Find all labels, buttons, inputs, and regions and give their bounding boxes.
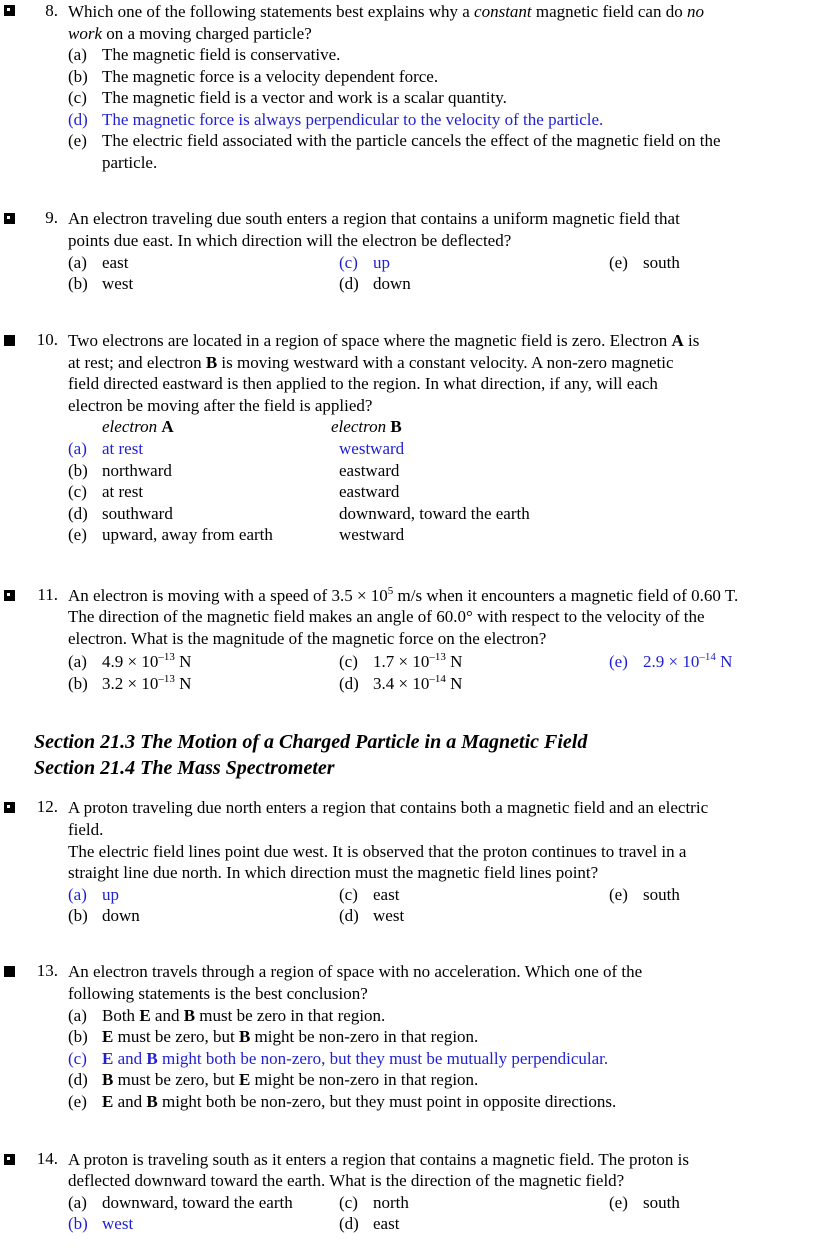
section-heading: Section 21.3 The Motion of a Charged Particle in a Magnetic Field bbox=[34, 731, 588, 753]
option-a-answer-b: westward bbox=[339, 439, 405, 458]
question-stem: deflected downward toward the earth. What is the direction of the magnetic field? bbox=[68, 1171, 625, 1190]
question-stem: field directed eastward is then applied to the region. In what direction, if any, will each bbox=[68, 374, 658, 393]
question-stem: work on a moving charged particle? bbox=[68, 24, 312, 43]
question-stem: points due east. In which direction will the electron be deflected? bbox=[68, 231, 512, 250]
option-b: (b) northward bbox=[68, 461, 172, 480]
option-a: (a) east bbox=[68, 253, 129, 272]
option-b: (b) $3.2 \times 10^{-13}$ N bbox=[68, 673, 192, 693]
option-c-answer: (c) up bbox=[339, 253, 390, 272]
option-b: (b) down bbox=[68, 906, 140, 925]
question-stem: straight line due north. In which direction must the magnetic field lines point? bbox=[68, 863, 599, 882]
question-stem: The electric field lines point due west. It is observed that the proton continues to travel in a bbox=[68, 842, 687, 861]
option-e: (e) upward, away from earth bbox=[68, 525, 273, 544]
option-d: (d) $3.4 \times 10^{-14}$ N bbox=[339, 673, 463, 693]
question-stem: field. bbox=[68, 820, 104, 839]
question-stem: Which one of the following statements best explains why a constant magnetic field can do no bbox=[68, 2, 704, 21]
option-b-answer: (b) west bbox=[68, 1214, 134, 1233]
option-c: (c) north bbox=[339, 1193, 409, 1212]
section-heading: Section 21.4 The Mass Spectrometer bbox=[34, 757, 335, 779]
option-c-answer: (c) E and B might both be non-zero, but they must be mutually perpendicular. bbox=[68, 1049, 609, 1068]
question-number: 8. bbox=[45, 1, 58, 20]
question-stem: at rest; and electron B is moving westward with a constant velocity. A non-zero magnetic bbox=[68, 353, 674, 372]
question-number: 9. bbox=[45, 208, 58, 227]
question-stem: following statements is the best conclusion? bbox=[68, 984, 368, 1003]
option-b-b: eastward bbox=[339, 461, 400, 480]
question-number: 13. bbox=[36, 961, 58, 980]
option-d: (d) B must be zero, but E might be non-zero in that region. bbox=[68, 1070, 479, 1089]
question-number: 10. bbox=[36, 330, 58, 349]
question-number: 11. bbox=[37, 585, 58, 604]
question-number: 12. bbox=[36, 797, 58, 816]
question-stem: An electron traveling due south enters a region that contains a uniform magnetic field that bbox=[68, 209, 680, 228]
option-d: (d) west bbox=[339, 906, 405, 925]
option-b: (b) E must be zero, but B might be non-zero in that region. bbox=[68, 1027, 479, 1046]
option-d: (d) east bbox=[339, 1214, 400, 1233]
option-a: (a) Both E and B must be zero in that region. bbox=[68, 1006, 386, 1025]
column-header-a: electron A bbox=[102, 417, 174, 436]
question-stem: A proton is traveling south as it enters a region that contains a magnetic field. The proton is bbox=[68, 1150, 689, 1169]
option-e-b: westward bbox=[339, 525, 405, 544]
question-stem: An electron travels through a region of space with no acceleration. Which one of the bbox=[68, 962, 643, 981]
option-c-b: eastward bbox=[339, 482, 400, 501]
question-stem: A proton traveling due north enters a region that contains both a magnetic field and an electric bbox=[68, 798, 709, 817]
option-c: (c) The magnetic field is a vector and work is a scalar quantity. bbox=[68, 88, 507, 107]
question-stem: electron be moving after the field is applied? bbox=[68, 396, 373, 415]
option-a: (a) The magnetic field is conservative. bbox=[68, 45, 341, 64]
option-c: (c) at rest bbox=[68, 482, 144, 501]
question-stem: Two electrons are located in a region of space where the magnetic field is zero. Electron A is bbox=[68, 331, 700, 350]
option-b: (b) west bbox=[68, 274, 134, 293]
option-b: (b) The magnetic force is a velocity dependent force. bbox=[68, 67, 439, 86]
question-stem: An electron is moving with a speed of $3.5 \times 10^5$ m/s when it encounters a magnetic field of 0.60 T. bbox=[68, 585, 739, 605]
question-number: 14. bbox=[36, 1149, 58, 1168]
option-d-b: downward, toward the earth bbox=[339, 504, 530, 523]
question-stem: electron. What is the magnitude of the magnetic force on the electron? bbox=[68, 629, 547, 648]
option-d: (d) southward bbox=[68, 504, 173, 523]
option-d: (d) down bbox=[339, 274, 411, 293]
option-a: (a) downward, toward the earth bbox=[68, 1193, 293, 1212]
option-a-answer: (a) up bbox=[68, 885, 119, 904]
column-header-b: electron B bbox=[331, 417, 402, 436]
question-stem: The direction of the magnetic field makes an angle of 60.0° with respect to the velocity of the bbox=[68, 607, 705, 626]
option-e: (e) E and B might both be non-zero, but they must point in opposite directions. bbox=[68, 1092, 617, 1111]
option-e: (e) south bbox=[609, 1193, 680, 1212]
option-e: (e) south bbox=[609, 885, 680, 904]
option-e-answer: (e) $2.9 \times 10^{-14}$ N bbox=[609, 651, 733, 671]
option-d-answer: (d) The magnetic force is always perpendicular to the velocity of the particle. bbox=[68, 110, 604, 129]
option-c: (c) east bbox=[339, 885, 400, 904]
option-a: (a) $4.9 \times 10^{-13}$ N bbox=[68, 651, 192, 671]
option-e: (e) The electric field associated with the particle cancels the effect of the magnetic field on the bbox=[68, 131, 721, 150]
option-a-answer: (a) at rest bbox=[68, 439, 144, 458]
option-e: (e) south bbox=[609, 253, 680, 272]
option-e-continued: particle. bbox=[102, 153, 158, 172]
option-c: (c) $1.7 \times 10^{-13}$ N bbox=[339, 651, 463, 671]
